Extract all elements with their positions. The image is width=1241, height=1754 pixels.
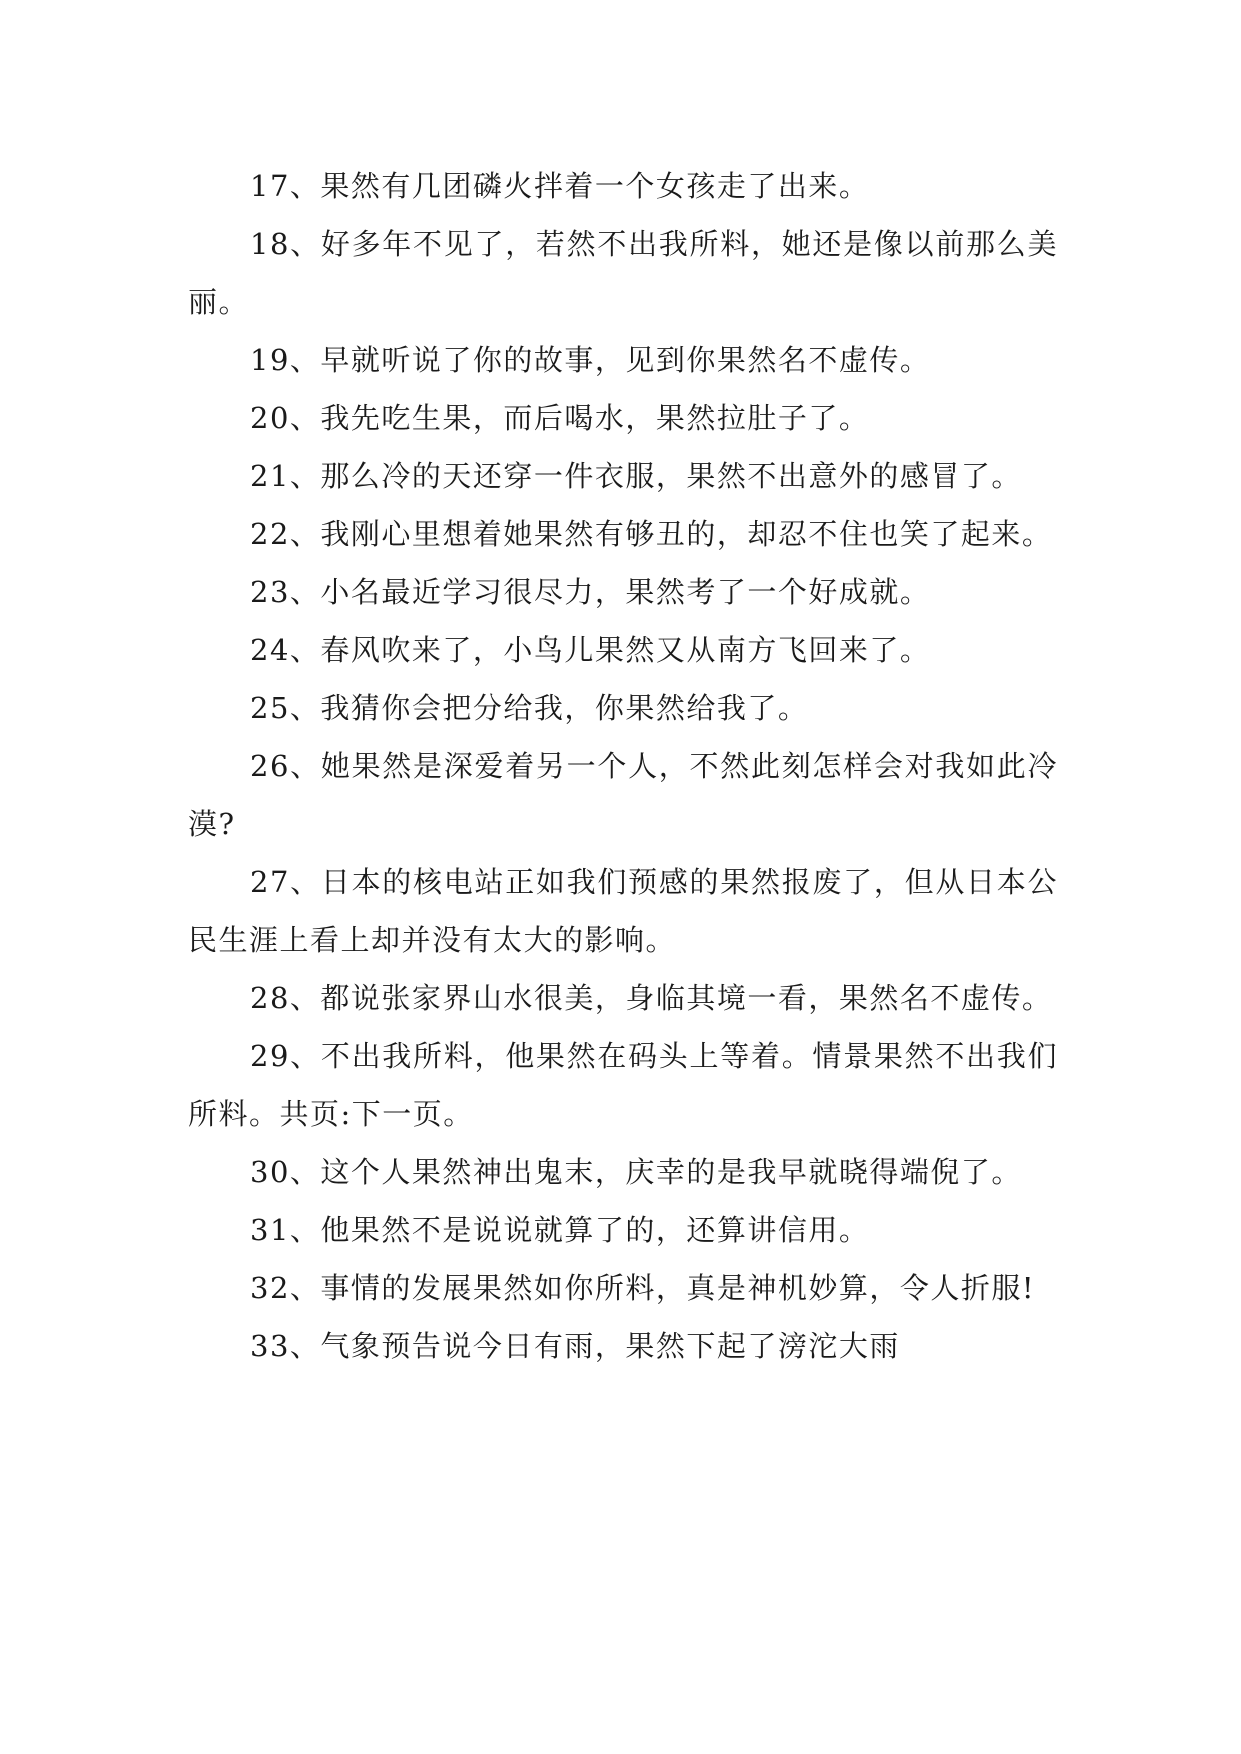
paragraph: 26、她果然是深爱着另一个人，不然此刻怎样会对我如此冷漠? — [188, 749, 1058, 841]
paragraph: 20、我先吃生果，而后喝水，果然拉肚子了。 — [250, 401, 870, 435]
paragraph: 29、不出我所料，他果然在码头上等着。情景果然不出我们所料。共页:下一页。 — [188, 1039, 1058, 1131]
paragraph: 23、小名最近学习很尽力，果然考了一个好成就。 — [250, 575, 931, 609]
paragraph: 24、春风吹来了，小鸟儿果然又从南方飞回来了。 — [250, 633, 931, 667]
paragraph: 22、我刚心里想着她果然有够丑的，却忍不住也笑了起来。 — [250, 517, 1053, 551]
paragraph: 19、早就听说了你的故事，见到你果然名不虚传。 — [250, 343, 931, 377]
paragraph: 33、气象预告说今日有雨，果然下起了滂沱大雨 — [250, 1329, 900, 1363]
paragraph: 21、那么冷的天还穿一件衣服，果然不出意外的感冒了。 — [250, 459, 1022, 493]
paragraph: 30、这个人果然神出鬼末，庆幸的是我早就晓得端倪了。 — [250, 1155, 1022, 1189]
paragraph: 28、都说张家界山水很美，身临其境一看，果然名不虚传。 — [250, 981, 1053, 1015]
document-body — [188, 157, 1058, 1375]
paragraph: 31、他果然不是说说就算了的，还算讲信用。 — [250, 1213, 870, 1247]
paragraph: 27、日本的核电站正如我们预感的果然报废了，但从日本公民生涯上看上却并没有太大的影响。 — [188, 865, 1058, 957]
paragraph: 18、好多年不见了，若然不出我所料，她还是像以前那么美丽。 — [188, 227, 1058, 319]
paragraph: 17、果然有几团磷火拌着一个女孩走了出来。 — [250, 169, 870, 203]
paragraph: 32、事情的发展果然如你所料，真是神机妙算，令人折服! — [250, 1271, 1036, 1305]
paragraph: 25、我猜你会把分给我，你果然给我了。 — [250, 691, 809, 725]
